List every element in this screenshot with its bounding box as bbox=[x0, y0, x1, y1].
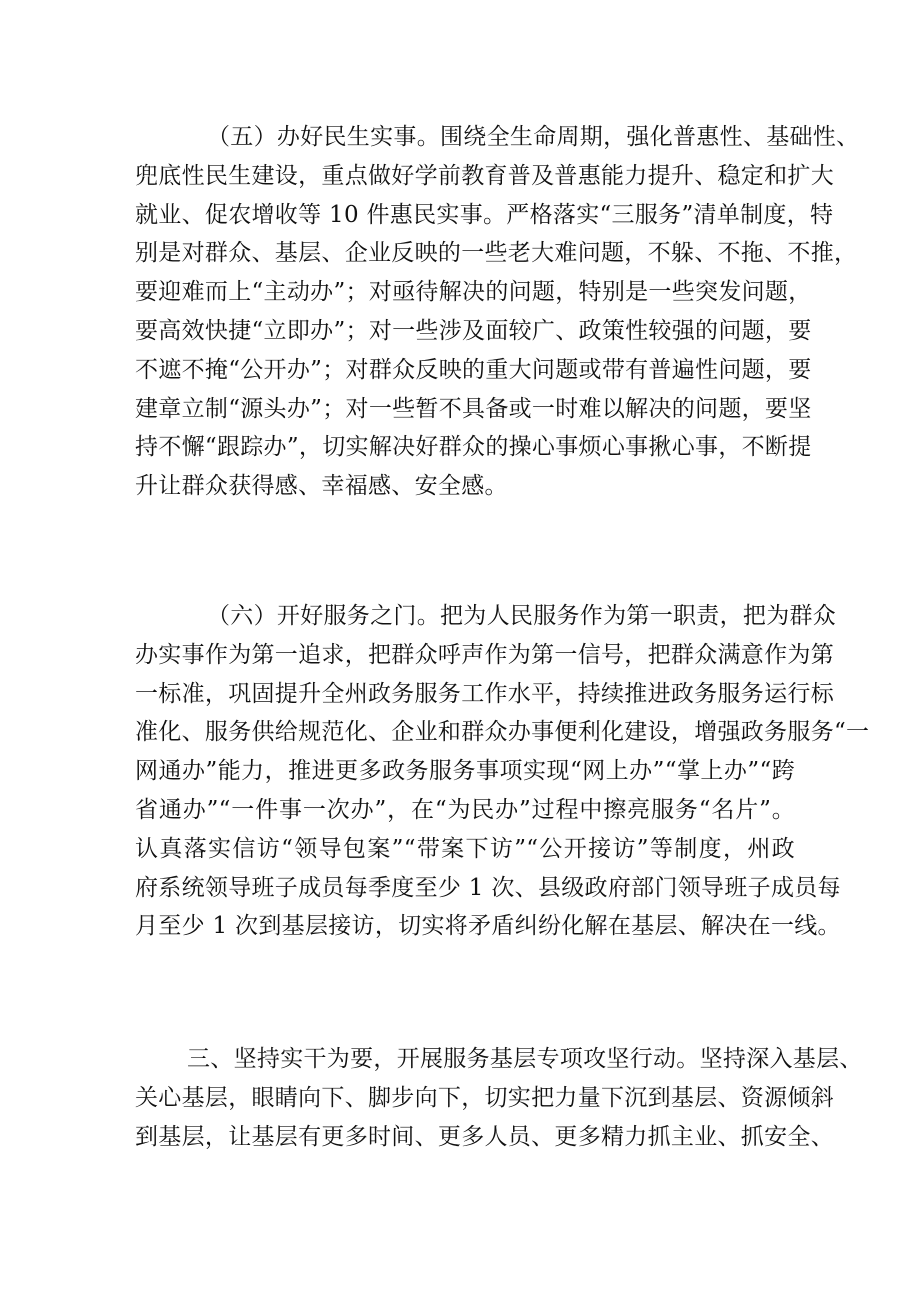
text-line: 三、坚持实干为要，开展服务基层专项攻坚行动。坚持深入基层、 bbox=[187, 1046, 863, 1072]
text-line: （六）开好服务之门。把为人民服务作为第一职责，把为群众 bbox=[207, 603, 837, 629]
paragraph-service-gateway bbox=[135, 597, 870, 946]
paragraph-livelihood-affairs bbox=[135, 118, 860, 506]
text-line: 府系统领导班子成员每季度至少 1 次、县级政府部门领导班子成员每 bbox=[135, 874, 841, 901]
text-line: 就业、促农增收等 10 件惠民实事。严格落实“三服务”清单制度，特 bbox=[135, 201, 834, 228]
paragraph-section-three bbox=[135, 1040, 863, 1156]
text-line: 省通办”“一件事一次办”，在“为民办”过程中擦亮服务“名片”。 bbox=[135, 796, 795, 823]
text-line: 到基层，让基层有更多时间、更多人员、更多精力抓主业、抓安全、 bbox=[135, 1123, 834, 1150]
text-line: 月至少 1 次到基层接访，切实将矛盾纠纷化解在基层、解决在一线。 bbox=[135, 913, 841, 940]
text-line: 持不懈“跟踪办”，切实解决好群众的操心事烦心事揪心事，不断提 bbox=[135, 434, 812, 461]
text-line: 准化、服务供给规范化、企业和群众办事便利化建设，增强政务服务“一 bbox=[135, 719, 870, 746]
text-line: 兜底性民生建设，重点做好学前教育普及普惠能力提升、稳定和扩大 bbox=[135, 162, 834, 189]
text-line: 别是对群众、基层、企业反映的一些老大难问题，不躲、不拖、不推， bbox=[135, 240, 858, 267]
text-line: （五）办好民生实事。围绕全生命周期，强化普惠性、基础性、 bbox=[207, 124, 860, 150]
text-line: 升让群众获得感、幸福感、安全感。 bbox=[135, 473, 508, 500]
text-line: 办实事作为第一追求，把群众呼声作为第一信号，把群众满意作为第 bbox=[135, 641, 834, 668]
text-line: 认真落实信访“领导包案”“带案下访”“公开接访”等制度，州政 bbox=[135, 835, 795, 862]
text-line: 网通办”能力，推进更多政务服务事项实现“网上办”“掌上办”“跨 bbox=[135, 758, 795, 785]
text-line: 要迎难而上“主动办”；对亟待解决的问题，特别是一些突发问题， bbox=[135, 279, 812, 306]
text-line: 不遮不掩“公开办”；对群众反映的重大问题或带有普遍性问题，要 bbox=[135, 356, 812, 383]
text-line: 要高效快捷“立即办”；对一些涉及面较广、政策性较强的问题，要 bbox=[135, 317, 812, 344]
text-line: 一标准，巩固提升全州政务服务工作水平，持续推进政务服务运行标 bbox=[135, 680, 834, 707]
text-line: 建章立制“源头办”；对一些暂不具备或一时难以解决的问题，要坚 bbox=[135, 395, 812, 422]
text-line: 关心基层，眼睛向下、脚步向下，切实把力量下沉到基层、资源倾斜 bbox=[135, 1084, 834, 1111]
